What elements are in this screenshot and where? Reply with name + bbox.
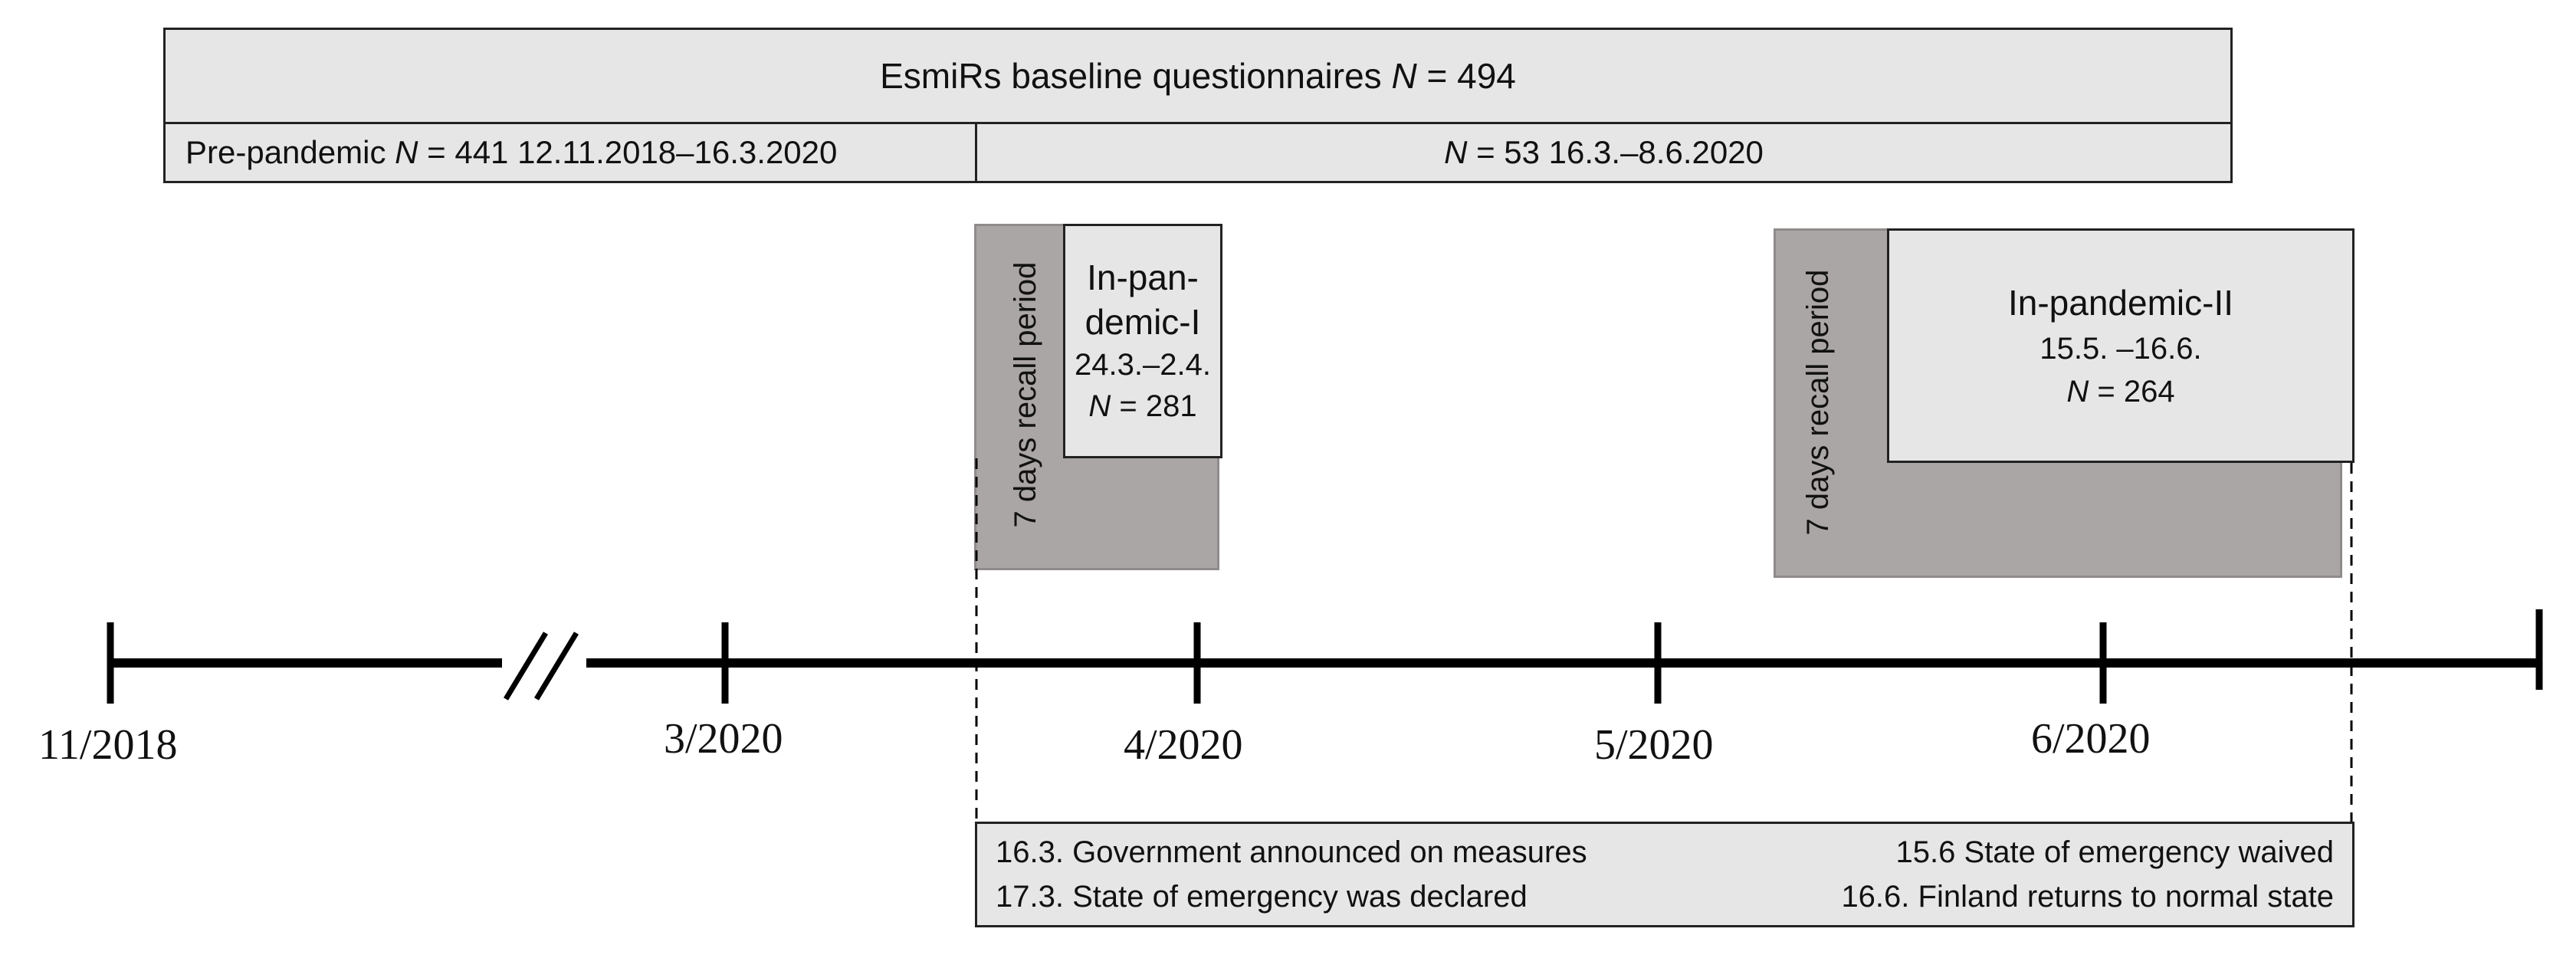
in-pandemic-2-n-count: = 264 (2089, 375, 2175, 409)
in-pandemic-2-box (1887, 228, 2354, 463)
pre-pandemic-label: Pre-pandemic (185, 134, 395, 170)
in-pandemic-2-n-letter: N (2066, 375, 2089, 409)
event-emergency-waived: 15.6 State of emergency waived (1895, 835, 2334, 869)
in-pandemic-baseline-n: N (1444, 134, 1468, 170)
event-normal-state: 16.6. Finland returns to normal state (1841, 880, 2334, 914)
in-pandemic-2-n (2066, 370, 2174, 413)
in-pandemic-baseline-count: = 53 16.3.–8.6.2020 (1467, 134, 1764, 170)
axis-break-mark-2 (537, 633, 576, 699)
in-pandemic-2-title: In-pandemic-II (2007, 283, 2233, 323)
events-box (975, 822, 2354, 927)
tick-label-11-2018: 11/2018 (38, 721, 178, 769)
in-pandemic-1-title-line1: In-pan- (1087, 258, 1199, 297)
baseline-title (880, 55, 1516, 97)
event-government-measures: 16.3. Government announced on measures (996, 835, 1587, 869)
event-emergency-declared: 17.3. State of emergency was declared (996, 880, 1528, 914)
pre-pandemic-n: N (395, 134, 418, 170)
baseline-header (163, 28, 2233, 124)
pre-pandemic-count: = 441 12.11.2018–16.3.2020 (418, 134, 838, 170)
tick-label-3-2020: 3/2020 (664, 715, 783, 763)
tick-label-4-2020: 4/2020 (1124, 721, 1243, 769)
tick-label-6-2020: 6/2020 (2031, 715, 2151, 763)
pre-pandemic-box (163, 122, 977, 183)
baseline-title-text: EsmiRs baseline questionnaires (880, 56, 1382, 96)
recall-period-2-label: 7 days recall period (1801, 269, 1835, 536)
baseline-title-n: N (1391, 56, 1417, 96)
baseline-title-count: = 494 (1416, 56, 1516, 96)
tick-label-5-2020: 5/2020 (1594, 721, 1714, 769)
in-pandemic-1-title-line2: demic-I (1085, 302, 1201, 342)
in-pandemic-1-n-count: = 281 (1111, 389, 1197, 423)
in-pandemic-2-dates: 15.5. –16.6. (2039, 332, 2202, 366)
events-row-2 (996, 874, 2334, 919)
in-pandemic-1-dates: 24.3.–2.4. (1075, 348, 1211, 382)
events-row-1 (996, 830, 2334, 874)
in-pandemic-1-n (1088, 386, 1196, 427)
in-pandemic-1-n-letter: N (1088, 389, 1111, 423)
recall-period-1-label: 7 days recall period (1009, 261, 1042, 528)
in-pandemic-1-box (1063, 224, 1222, 458)
axis-break-mark-1 (506, 633, 546, 699)
in-pandemic-baseline-box (975, 122, 2233, 183)
